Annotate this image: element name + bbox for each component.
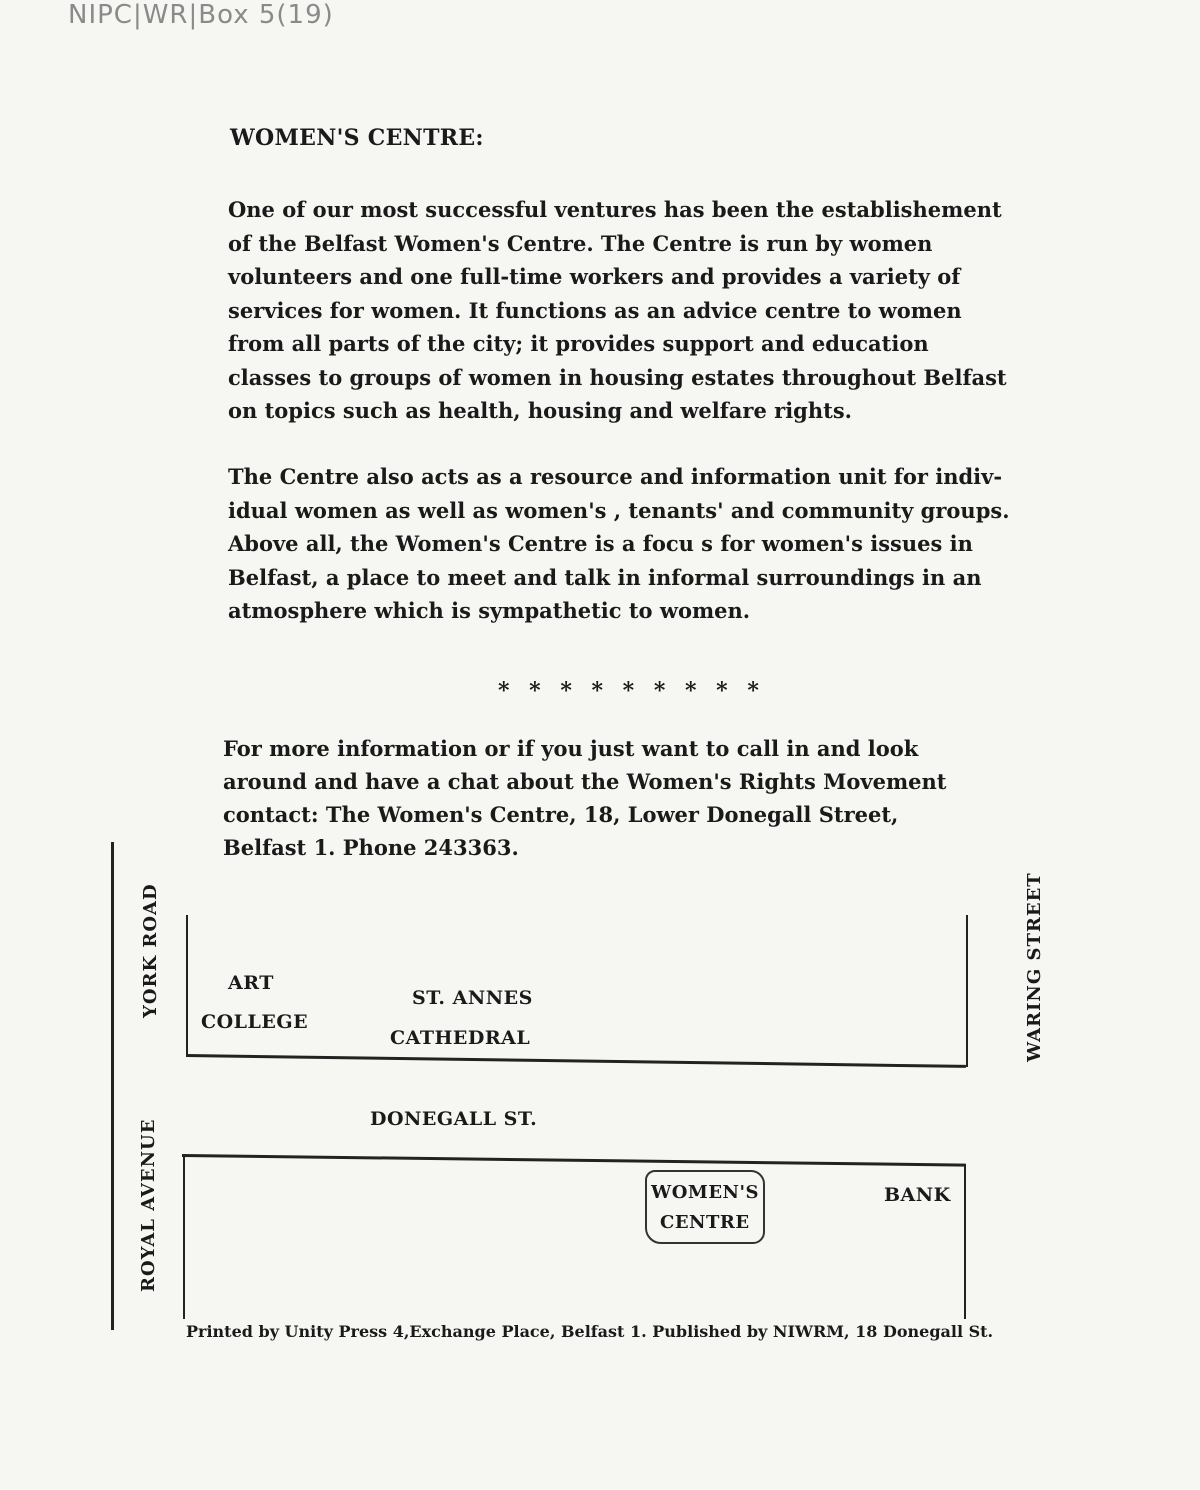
printer-footer: Printed by Unity Press 4,Exchange Place, Belfast 1. Published by NIWRM, 18 Donegall St. bbox=[186, 1322, 994, 1341]
text-line: idual women as well as women's , tenants' and community groups. bbox=[228, 497, 1010, 523]
map-line-bottom-block-top bbox=[182, 1154, 966, 1167]
text-line: The Centre also acts as a resource and information unit for indiv- bbox=[228, 464, 1003, 489]
text-line: Belfast, a place to meet and talk in informal surroundings in an bbox=[228, 564, 982, 590]
street-label-donegall-st: DONEGALL ST. bbox=[370, 1108, 538, 1130]
street-label-waring-street: WARING STREET bbox=[1024, 872, 1045, 1062]
map-label-st-annes: ST. ANNES bbox=[412, 987, 533, 1009]
map-line-top-block-bottom bbox=[186, 1054, 966, 1068]
map-line-bottom-block-right bbox=[964, 1164, 966, 1319]
map-label-centre: CENTRE bbox=[660, 1212, 750, 1233]
separator-stars: * * * * * * * * * bbox=[498, 678, 765, 704]
paragraph-1 bbox=[228, 193, 1078, 428]
map-label-womens: WOMEN'S bbox=[651, 1182, 760, 1203]
map-line-royal-avenue bbox=[111, 842, 114, 1330]
text-line: One of our most successful ventures has been the establishement bbox=[228, 197, 1002, 222]
contact-block bbox=[223, 732, 947, 864]
archive-reference: NIPC|WR|Box 5(19) bbox=[68, 0, 334, 30]
map-line-bottom-block-left bbox=[183, 1154, 185, 1319]
text-line: from all parts of the city; it provides support and education bbox=[228, 331, 929, 356]
text-line: volunteers and one full-time workers and provides a variety of bbox=[228, 264, 961, 289]
section-heading: WOMEN'S CENTRE: bbox=[230, 125, 484, 151]
text-line: Above all, the Women's Centre is a focu s for women's issues in bbox=[228, 531, 973, 556]
text-line: atmosphere which is sympathetic to women. bbox=[228, 598, 751, 623]
map-line-top-block-left bbox=[186, 915, 188, 1055]
text-line: classes to groups of women in housing estates throughout Belfast bbox=[228, 364, 1007, 390]
text-line: For more information or if you just want to call in and look bbox=[223, 736, 919, 761]
text-line: around and have a chat about the Women's Rights Movement bbox=[223, 769, 947, 794]
text-line: Belfast 1. Phone 243363. bbox=[223, 835, 519, 860]
map-label-bank: BANK bbox=[884, 1184, 951, 1206]
street-label-york-road: YORK ROAD bbox=[140, 883, 161, 1018]
paragraph-2 bbox=[228, 460, 1078, 628]
text-line: on topics such as health, housing and welfare rights. bbox=[228, 398, 852, 423]
street-label-royal-avenue: ROYAL AVENUE bbox=[138, 1118, 159, 1292]
text-line: services for women. It functions as an advice centre to women bbox=[228, 297, 962, 323]
text-line: of the Belfast Women's Centre. The Centre is run by women bbox=[228, 230, 933, 256]
text-line: contact: The Women's Centre, 18, Lower Donegall Street, bbox=[223, 802, 899, 827]
map-label-cathedral: CATHEDRAL bbox=[390, 1027, 531, 1049]
map-line-top-block-right bbox=[966, 915, 968, 1067]
map-label-art: ART bbox=[228, 972, 274, 994]
map-label-college: COLLEGE bbox=[201, 1011, 309, 1033]
